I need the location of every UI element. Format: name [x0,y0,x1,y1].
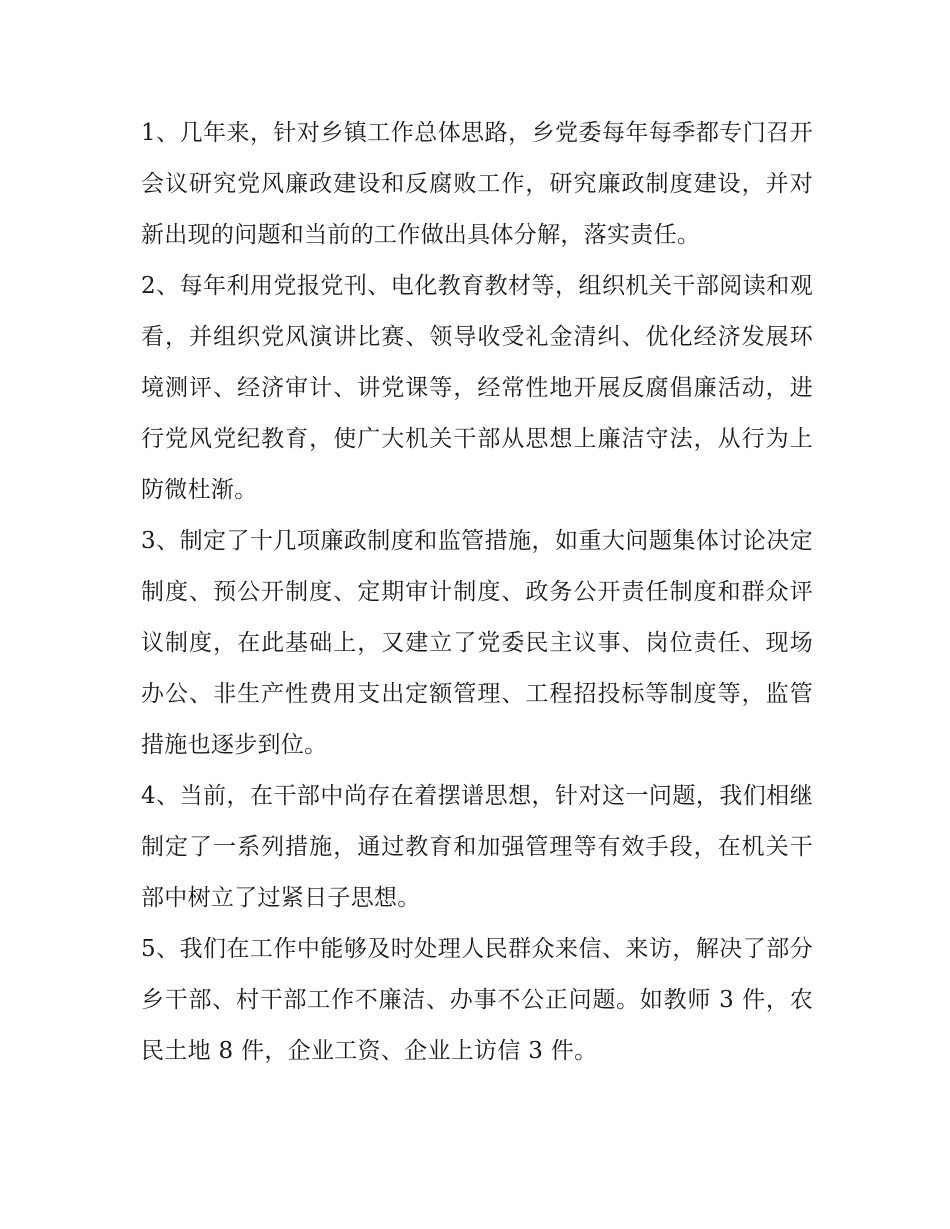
paragraph-1: 1、几年来，针对乡镇工作总体思路，乡党委每年每季都专门召开会议研究党风廉政建设和反腐败工作，研究廉政制度建设，并对新出现的问题和当前的工作做出具体分解，落实责任。 [141,120,813,248]
document-body [141,108,813,1077]
paragraph-5: 5、我们在工作中能够及时处理人民群众来信、来访，解决了部分乡干部、村干部工作不廉洁、办事不公正问题。如教师 3 件，农民土地 8 件，企业工资、企业上访信 3 件。 [141,936,813,1064]
paragraph-3: 3、制定了十几项廉政制度和监管措施，如重大问题集体讨论决定制度、预公开制度、定期审计制度、政务公开责任制度和群众评议制度，在此基础上，又建立了党委民主议事、岗位责任、现场办公、非生产性费用支出定额管理、工程招投标等制度等，监管措施也逐步到位。 [141,528,813,758]
paragraph-4: 4、当前，在干部中尚存在着摆谱思想，针对这一问题，我们相继制定了一系列措施，通过教育和加强管理等有效手段，在机关干部中树立了过紧日子思想。 [141,783,813,911]
paragraph-2: 2、每年利用党报党刊、电化教育教材等，组织机关干部阅读和观看，并组织党风演讲比赛、领导收受礼金清纠、优化经济发展环境测评、经济审计、讲党课等，经常性地开展反腐倡廉活动，进行党风党纪教育，使广大机关干部从思想上廉洁守法，从行为上防微杜渐。 [141,273,813,503]
